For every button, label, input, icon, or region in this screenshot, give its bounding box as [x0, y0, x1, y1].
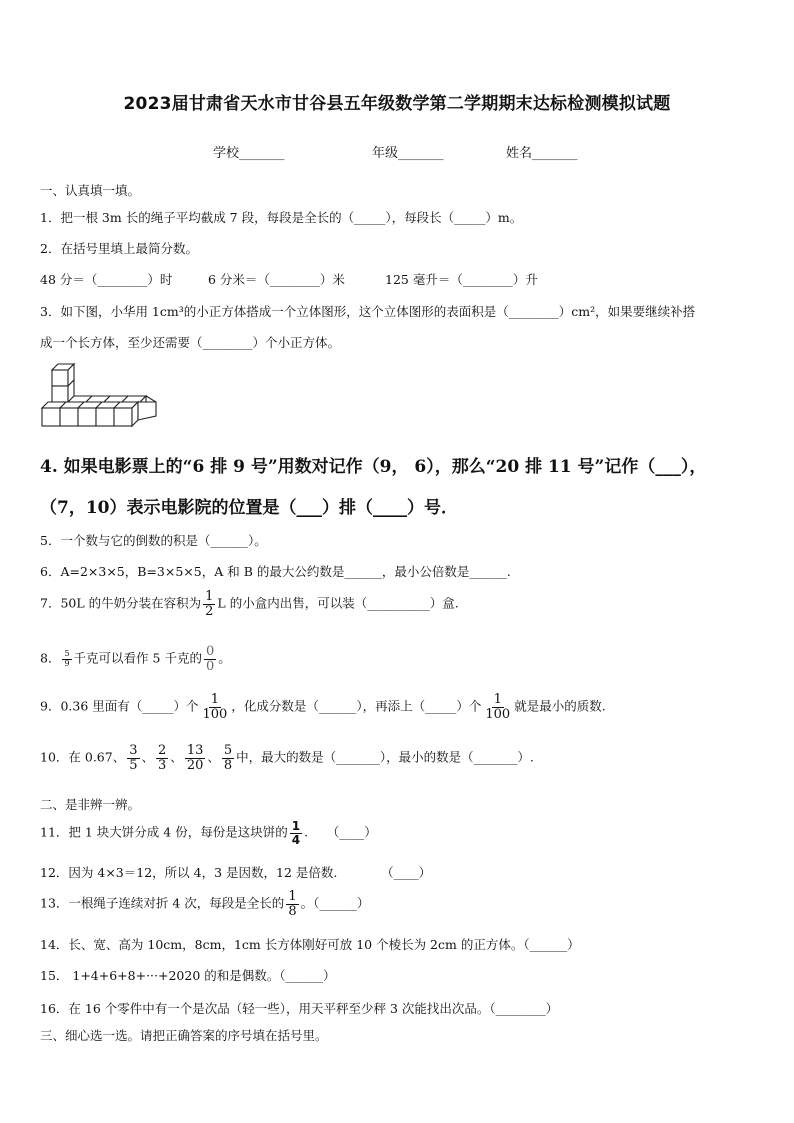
question-10: 10．在 0.67、 $\frac{3}{5}$ 、 $\frac{2}{3}$ 、 $\frac{13}{20}$ 、 $\frac{5}{8}$ 中，最大的数是（_______），最小的数是（_______）. [40, 743, 534, 773]
fraction: $\frac{1}{4}$ [291, 819, 301, 847]
school-field: 学校_______ [213, 146, 285, 161]
fraction: $\frac{1}{100}$ [485, 692, 511, 722]
fraction: $\frac{1}{8}$ [288, 889, 297, 919]
fraction: $\frac{5}{8}$ [223, 743, 233, 773]
grade-field: 年级_______ [372, 146, 444, 161]
question-9: 9．0.36 里面有（_____）个 $\frac{1}{100}$ ，化成分数是（______），再添上（_____）个 $\frac{1}{100}$ 就是最小的质数. [40, 692, 606, 722]
fraction: $\frac{1}{100}$ [202, 692, 228, 722]
section-heading-1: 一、认真填一填。 [40, 183, 141, 198]
question-13: 13．一根绳子连续对折 4 次，每段是全长的 $\frac{1}{8}$ 。（______） [40, 889, 370, 919]
question-11: 11．把 1 块大饼分成 4 份，每份是这块饼的 $\frac{1}{4}$ . （____） [40, 819, 377, 847]
fraction: $\frac{13}{20}$ [186, 743, 204, 773]
question-16: 16．在 16 个零件中有一个是次品（轻一些），用天平秤至少秤 3 次能找出次品。（________） [40, 1001, 559, 1016]
fraction: $\frac{0}{0}$ [205, 644, 215, 674]
question-2: 2．在括号里填上最简分数。 [40, 241, 198, 256]
question-2a: 48 分＝（________）时 [40, 272, 173, 287]
section-heading-2: 二、是非辨一辨。 [40, 797, 141, 812]
question-2c: 125 毫升＝（________）升 [385, 272, 538, 287]
question-2b: 6 分米＝（________）米 [208, 272, 345, 287]
question-3-line2: 成一个长方体，至少还需要（________）个小正方体。 [40, 335, 341, 350]
section-heading-3: 三、细心选一选。请把正确答案的序号填在括号里。 [40, 1028, 328, 1043]
question-7: 7．50L 的牛奶分装在容积为 $\frac{1}{2}$ L 的小盒内出售，可以装（__________）盒. [40, 589, 459, 619]
fraction: $\frac{2}{3}$ [158, 743, 167, 773]
question-6: 6．A=2×3×5，B=3×5×5，A 和 B 的最大公约数是______，最小公倍数是______. [40, 564, 511, 579]
name-field: 姓名_______ [506, 146, 578, 161]
question-8: 8． $\frac{5}{9}$ 千克可以看作 5 千克的 $\frac{0}{0}$ 。 [40, 644, 231, 674]
question-5: 5．一个数与它的倒数的积是（______）。 [40, 533, 267, 548]
question-1: 1．把一根 3m 长的绳子平均截成 7 段，每段是全长的（_____），每段长（_____）m。 [40, 210, 523, 225]
question-14: 14．长、宽、高为 10cm，8cm，1cm 长方体刚好可放 10 个棱长为 2cm 的正方体。（______） [40, 937, 580, 952]
fraction: $\frac{3}{5}$ [129, 743, 138, 773]
question-4-line2: （7，10）表示电影院的位置是（___）排（____）号． [40, 498, 458, 518]
cube-figure [38, 362, 158, 434]
question-3-line1: 3．如下图，小华用 1cm³的小正方体搭成一个立体图形，这个立体图形的表面积是（________）cm²，如果要继续补搭 [40, 304, 696, 319]
question-15: 15． 1+4+6+8+···+2020 的和是偶数。（______） [40, 968, 336, 983]
page-title: 2023届甘肃省天水市甘谷县五年级数学第二学期期末达标检测模拟试题 [123, 94, 671, 114]
fraction: $\frac{5}{9}$ [64, 649, 70, 668]
fraction: $\frac{1}{2}$ [205, 589, 214, 619]
question-12: 12．因为 4×3＝12，所以 4，3 是因数，12 是倍数. （____） [40, 865, 432, 880]
question-4-line1: 4. 如果电影票上的“6 排 9 号”用数对记作（9， 6），那么“20 排 11 号”记作（___）， [40, 457, 707, 477]
